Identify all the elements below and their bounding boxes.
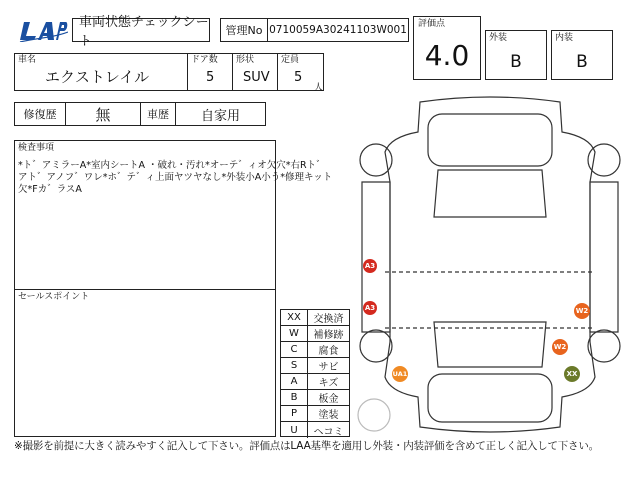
damage-mark-w2-rear: W2 <box>552 339 568 355</box>
damage-mark-xx: XX <box>564 366 580 382</box>
car-name-cell <box>14 53 188 91</box>
doors-value: 5 <box>206 70 215 85</box>
car-diagram <box>350 92 630 437</box>
legend-row <box>281 358 349 374</box>
interior-label: 内装 <box>555 33 574 43</box>
exterior-label: 外装 <box>489 33 508 43</box>
legend-meaning: 塗装 <box>318 410 339 421</box>
legend-row <box>281 422 349 438</box>
legend-code: B <box>281 390 308 405</box>
sheet-title: 車両状態チェックシート <box>72 18 210 42</box>
legend-code: W <box>281 326 308 341</box>
usage-label: 車歴 <box>140 102 176 126</box>
rear-outline <box>434 322 546 367</box>
inspection-line-3: 欠*Fカ゛ラスA <box>18 184 82 195</box>
legend-row <box>281 342 349 358</box>
legend-code: XX <box>281 310 308 325</box>
legend-meaning: キズ <box>318 378 339 389</box>
legend-code: A <box>281 374 308 389</box>
legend-meaning: 板金 <box>318 394 339 405</box>
legend-row <box>281 374 349 390</box>
trunk-outline <box>428 374 552 422</box>
exterior-value: B <box>510 52 522 72</box>
footer-note: ※撮影を前提に大きく読みやすく記入して下さい。評価点はLAA基準を適用し外装・内装評価を含めて正しく記入して下さい。 <box>14 440 599 452</box>
legend-meaning: サビ <box>318 362 339 373</box>
inspection-box <box>14 140 333 290</box>
doors-label: ドア数 <box>191 55 218 65</box>
legend-code: P <box>281 406 308 421</box>
capacity-label: 定員 <box>281 55 300 65</box>
repair-value: 無 <box>65 102 141 126</box>
capacity-unit: 人 <box>314 83 324 93</box>
legend-meaning: 補修跡 <box>313 330 344 341</box>
legend-table <box>280 309 350 437</box>
right-side-outline <box>590 182 618 332</box>
hood-outline <box>434 170 546 217</box>
car-name-label: 車名 <box>18 55 37 65</box>
legend-meaning: 腐食 <box>318 346 339 357</box>
wheel-rear-right <box>588 330 620 362</box>
car-body-outline <box>385 97 595 432</box>
inspection-line-1: *ト゛アミラーA*室内シートA ・破れ・汚れ*オーテ゛ィオ欠穴*右Rト゛ <box>18 160 326 171</box>
roof-outline <box>428 114 552 166</box>
interior-value: B <box>576 52 588 72</box>
repair-label: 修復歴 <box>14 102 66 126</box>
spare-tire <box>358 399 390 431</box>
legend-code: C <box>281 342 308 357</box>
legend-code: U <box>281 422 308 438</box>
shape-value: SUV <box>243 70 270 85</box>
damage-mark-ua1: UA1 <box>392 366 408 382</box>
legend-row <box>281 326 349 342</box>
grade-label: 評価点 <box>418 19 446 29</box>
laa-logo <box>18 18 68 42</box>
car-name-value: エクストレイル <box>45 68 150 86</box>
damage-mark-w2-right: W2 <box>574 303 590 319</box>
interior-box <box>551 30 613 80</box>
legend-meaning: ヘコミ <box>313 426 344 438</box>
inspection-line-2: アト゛アノフ゛ワレ*ホ゛テ゛ィ上面ヤツヤなし*外装小A小う*修理キット <box>18 172 333 183</box>
grade-box <box>413 16 481 80</box>
legend-meaning: 交換済 <box>313 314 344 325</box>
wheel-front-right <box>588 144 620 176</box>
capacity-cell <box>277 53 324 91</box>
damage-mark-a3-lower: A3 <box>363 301 377 315</box>
legend-code: S <box>281 358 308 373</box>
legend-row <box>281 390 349 406</box>
usage-value: 自家用 <box>175 102 266 126</box>
legend-row <box>281 406 349 422</box>
kanri-value: 0710059A30241103W001 <box>267 18 409 42</box>
shape-label: 形状 <box>236 55 255 65</box>
legend-row <box>281 310 349 326</box>
sales-point-label: セールスポイント <box>18 292 90 302</box>
damage-mark-a3-upper: A3 <box>363 259 377 273</box>
doors-cell <box>187 53 233 91</box>
grade-value: 4.0 <box>424 38 470 72</box>
shape-cell <box>232 53 278 91</box>
sales-point-box <box>14 289 276 437</box>
wheel-front-left <box>360 144 392 176</box>
kanri-label: 管理No <box>220 18 268 42</box>
exterior-box <box>485 30 547 80</box>
wheel-rear-left <box>360 330 392 362</box>
inspection-label: 検査事項 <box>18 143 55 153</box>
capacity-value: 5 <box>294 70 303 85</box>
